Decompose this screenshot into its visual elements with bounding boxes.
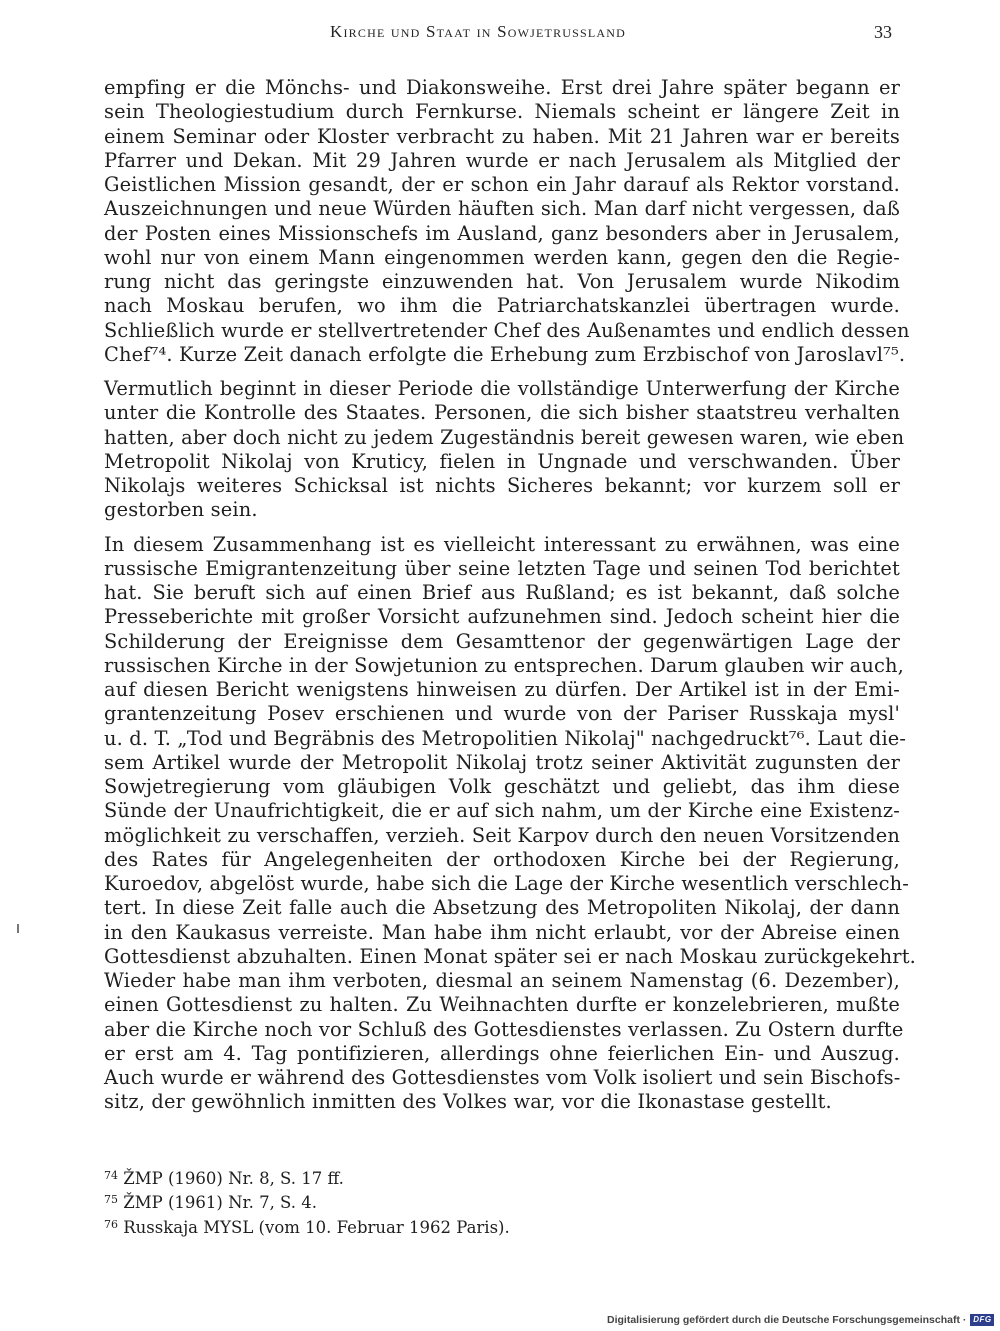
text-line: Chef⁷⁴. Kurze Zeit danach erfolgte die Erhebung zum Erzbischof von Jaroslavl⁷⁵. [104, 342, 906, 366]
text-line: nach Moskau berufen, wo ihm die Patriarchatskanzlei übertragen wurde. [104, 294, 900, 318]
text-line: In diesem Zusammenhang ist es vielleicht interessant zu erwähnen, was eine [104, 532, 900, 556]
text-line: Vermutlich beginnt in dieser Periode die vollständige Unterwerfung der Kirche [104, 377, 900, 400]
text-line: Schließlich wurde er stellvertretender Chef des Außenamtes und endlich dessen [104, 318, 910, 342]
footnote-74 [104, 1167, 804, 1191]
text-line: auf diesen Bericht wenigstens hinweisen zu dürfen. Der Artikel ist in der Emi- [104, 678, 900, 701]
text-line: Geistlichen Mission gesandt, der er schon ein Jahr darauf als Rektor vorstand. [104, 173, 900, 196]
text-line: einen Gottesdienst zu halten. Zu Weihnachten durfte er konzelebrieren, mußte [104, 993, 900, 1017]
text-line: hatten, aber doch nicht zu jedem Zugeständnis bereit gewesen waren, wie eben [104, 425, 905, 449]
text-line: empfing er die Mönchs- und Diakonsweihe. Erst drei Jahre später begann er [104, 76, 900, 99]
text-line: Pfarrer und Dekan. Mit 29 Jahren wurde er nach Jerusalem als Mitglied der [104, 148, 900, 172]
paragraph-gap [104, 523, 900, 533]
footnote-number: 76 [104, 1217, 118, 1231]
text-line: sitz, der gewöhnlich inmitten des Volkes war, vor die Ikonastase gestellt. [104, 1090, 832, 1114]
text-line: Metropolit Nikolaj von Kruticy, fielen in Ungnade und verschwanden. Über [104, 449, 900, 473]
text-line: aber die Kirche noch vor Schluß des Gottesdienstes verlassen. Zu Ostern durfte [104, 1017, 904, 1041]
text-line: Kuroedov, abgelöst wurde, habe sich die Lage der Kirche wesentlich verschlech- [104, 872, 909, 895]
text-line: tert. In diese Zeit falle auch die Absetzung des Metropoliten Nikolaj, der dann [104, 896, 900, 920]
text-line: der Posten eines Missionschefs im Ausland, ganz besonders aber in Jerusalem, [104, 221, 900, 245]
paragraph-2 [104, 377, 905, 523]
body-text [104, 76, 916, 1115]
running-header [0, 22, 1000, 50]
footnote-text: ŽMP (1960) Nr. 8, S. 17 ff. [123, 1169, 344, 1188]
text-line: Nikolajs weiteres Schicksal ist nichts Sicheres bekannt; vor kurzem soll er [104, 474, 900, 497]
text-line: Sünde der Unaufrichtigkeit, die er auf sich nahm, um der Kirche eine Existenz- [104, 799, 900, 823]
text-line: Auch wurde er während des Gottesdienstes vom Volk isoliert und sein Bischofs- [104, 1066, 901, 1089]
dfg-logo: DFG [970, 1314, 994, 1326]
text-line: des Rates für Angelegenheiten der orthodoxen Kirche bei der Regierung, [104, 847, 900, 871]
text-line: sem Artikel wurde der Metropolit Nikolaj trotz seiner Aktivität zugunsten der [104, 750, 900, 774]
text-line: in den Kaukasus verreiste. Man habe ihm nicht erlaubt, vor der Abreise einen [104, 920, 900, 944]
paragraph-1 [104, 76, 910, 367]
paragraph-3 [104, 532, 916, 1115]
text-line: Gottesdienst abzuhalten. Einen Monat später sei er nach Moskau zurückgekehrt. [104, 944, 916, 968]
footnote-76 [104, 1216, 804, 1240]
funding-text: Digitalisierung gefördert durch die Deutsche Forschungsgemeinschaft · [607, 1314, 967, 1326]
footnote-text: ŽMP (1961) Nr. 7, S. 4. [123, 1193, 318, 1213]
text-line: möglichkeit zu verschaffen, verzieh. Seit Karpov durch den neuen Vorsitzenden [104, 823, 900, 847]
text-line: grantenzeitung Posev erschienen und wurde von der Pariser Russkaja mysl' [104, 702, 900, 726]
text-line: sein Theologiestudium durch Fernkurse. Niemals scheint er längere Zeit in [104, 100, 900, 124]
footnote-text: Russkaja MYSL (vom 10. Februar 1962 Paris). [123, 1217, 510, 1237]
paragraph-gap [104, 367, 900, 377]
text-line: Wieder habe man ihm verboten, diesmal an seinem Namenstag (6. Dezember), [104, 969, 900, 992]
text-line: gestorben sein. [104, 498, 258, 522]
footnotes [104, 1167, 804, 1240]
running-title: Kirche und Staat in Sowjetrussland [330, 22, 627, 41]
page-number: 33 [874, 22, 892, 42]
text-line: Schilderung der Ereignisse dem Gesamttenor der gegenwärtigen Lage der [104, 629, 900, 653]
text-line: unter die Kontrolle des Staates. Personen, die sich bisher staatstreu verhalten [104, 401, 900, 425]
text-line: russische Emigrantenzeitung über seine letzten Tage und seinen Tod berichtet [104, 556, 900, 580]
text-line: rung nicht das geringste einzuwenden hat. Von Jerusalem wurde Nikodim [104, 270, 900, 293]
scan-gutter-mark [17, 924, 19, 933]
text-line: russischen Kirche in der Sowjetunion zu entsprechen. Darum glauben wir auch, [104, 653, 904, 677]
footnote-75 [104, 1191, 804, 1215]
footnote-number: 75 [104, 1193, 118, 1207]
text-line: u. d. T. „Tod und Begräbnis des Metropolitien Nikolaj" nachgedruckt⁷⁶. Laut die- [104, 726, 907, 750]
text-line: Sowjetregierung vom gläubigen Volk geschätzt und geliebt, das ihm diese [104, 775, 900, 798]
text-line: einem Seminar oder Kloster verbracht zu haben. Mit 21 Jahren war er bereits [104, 124, 900, 148]
text-line: Auszeichnungen und neue Würden häuften sich. Man darf nicht vergessen, daß [104, 197, 900, 221]
text-line: er erst am 4. Tag pontifizieren, allerdings ohne feierlichen Ein- und Auszug. [104, 1041, 900, 1065]
text-line: Presseberichte mit großer Vorsicht aufzunehmen sind. Jedoch scheint hier die [104, 605, 900, 629]
footnote-number: 74 [104, 1169, 118, 1182]
text-line: hat. Sie beruft sich auf einen Brief aus Rußland; es ist bekannt, daß solche [104, 581, 900, 604]
funding-note [607, 1311, 994, 1329]
text-line: wohl nur von einem Mann eingenommen werden kann, gegen den die Regie- [104, 245, 900, 269]
